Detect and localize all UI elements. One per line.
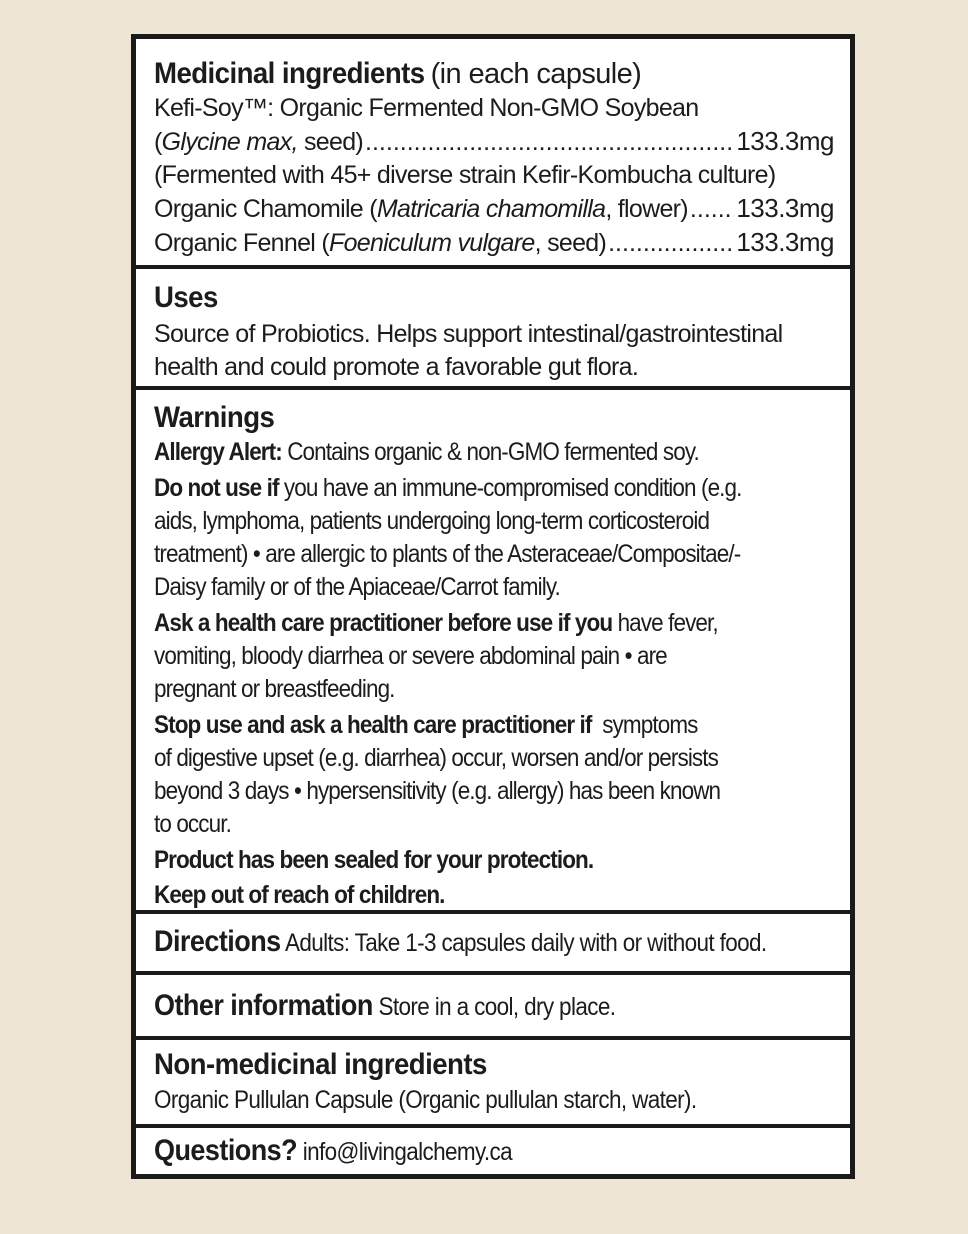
warnings-section: [136, 401, 850, 912]
section-divider: [136, 386, 850, 390]
warnings-heading: Warnings: [154, 401, 275, 434]
medicinal-ingredients-section: [136, 57, 850, 260]
directions-text: Adults: Take 1-3 capsules daily with or without food.: [280, 929, 767, 957]
section-divider: [136, 265, 850, 269]
non-medicinal-heading: Non-medicinal ingredients: [154, 1048, 487, 1081]
ingredient-name-chamomile: Organic Chamomile (Matricaria chamomilla, flower): [154, 195, 688, 223]
ingredient-amount-soy: 133.3mg: [736, 126, 834, 156]
section-divider: [136, 971, 850, 975]
uses-heading: Uses: [154, 281, 218, 314]
kefisoy-line: Kefi-Soy™: Organic Fermented Non-GMO Soybean: [154, 94, 699, 122]
keep-out-notice: Keep out of reach of children.: [154, 881, 445, 909]
uses-section: [136, 281, 850, 383]
directions-section: [136, 925, 850, 960]
leader-dots: [608, 227, 734, 260]
fermented-note: (Fermented with 45+ diverse strain Kefir-Kombucha culture): [154, 161, 776, 189]
do-not-use-block: Do not use if you have an immune-compromised condition (e.g. aids, lymphoma, patients undergoing long-term corticosteroid treatment) • are allergic to plants of the Asteraceae/Compositae/- Daisy family or of the Apiaceae/Carrot family.: [154, 474, 742, 601]
other-information-text: Store in a cool, dry place.: [372, 993, 616, 1021]
section-divider: [136, 1124, 850, 1128]
questions-section: [136, 1134, 850, 1169]
non-medicinal-section: [136, 1048, 850, 1117]
supplement-facts-label: [131, 34, 855, 1179]
section-divider: [136, 1036, 850, 1040]
ask-practitioner-block: Ask a health care practitioner before use if you have fever, vomiting, bloody diarrhea or severe abdominal pain • are pregnant or breastfeeding.: [154, 609, 718, 703]
ingredient-amount-fennel: 133.3mg: [736, 227, 834, 257]
non-medicinal-text: Organic Pullulan Capsule (Organic pullulan starch, water).: [154, 1086, 697, 1114]
directions-heading: Directions: [154, 925, 281, 958]
contact-email: info@livingalchemy.ca: [297, 1138, 513, 1166]
ingredient-name-soy: (Glycine max, seed): [154, 128, 364, 156]
leader-dots: [365, 126, 734, 159]
ingredient-row-fennel: [154, 226, 834, 260]
questions-heading: Questions?: [154, 1134, 298, 1167]
other-information-section: [136, 989, 850, 1024]
ingredient-name-fennel: Organic Fennel (Foeniculum vulgare, seed): [154, 229, 607, 257]
ingredient-row-chamomile: [154, 192, 834, 226]
leader-dots: [690, 193, 734, 226]
medicinal-heading: Medicinal ingredients: [154, 57, 425, 90]
allergy-alert: Allergy Alert: Contains organic & non-GMO fermented soy.: [154, 438, 699, 466]
uses-line-1: Source of Probiotics. Helps support intestinal/gastrointestinal: [154, 320, 783, 348]
sealed-notice: Product has been sealed for your protection.: [154, 846, 594, 874]
ingredient-row-soy: [154, 125, 834, 159]
uses-line-2: health and could promote a favorable gut flora.: [154, 352, 639, 381]
stop-use-block: Stop use and ask a health care practitioner if symptoms of digestive upset (e.g. diarrhea) occur, worsen and/or persists beyond 3 days • hypersensitivity (e.g. allergy) has been known to occur.: [154, 711, 721, 838]
other-information-heading: Other information: [154, 989, 373, 1022]
ingredient-amount-chamomile: 133.3mg: [736, 193, 834, 223]
medicinal-heading-suffix: (in each capsule): [430, 58, 642, 90]
section-divider: [136, 910, 850, 914]
